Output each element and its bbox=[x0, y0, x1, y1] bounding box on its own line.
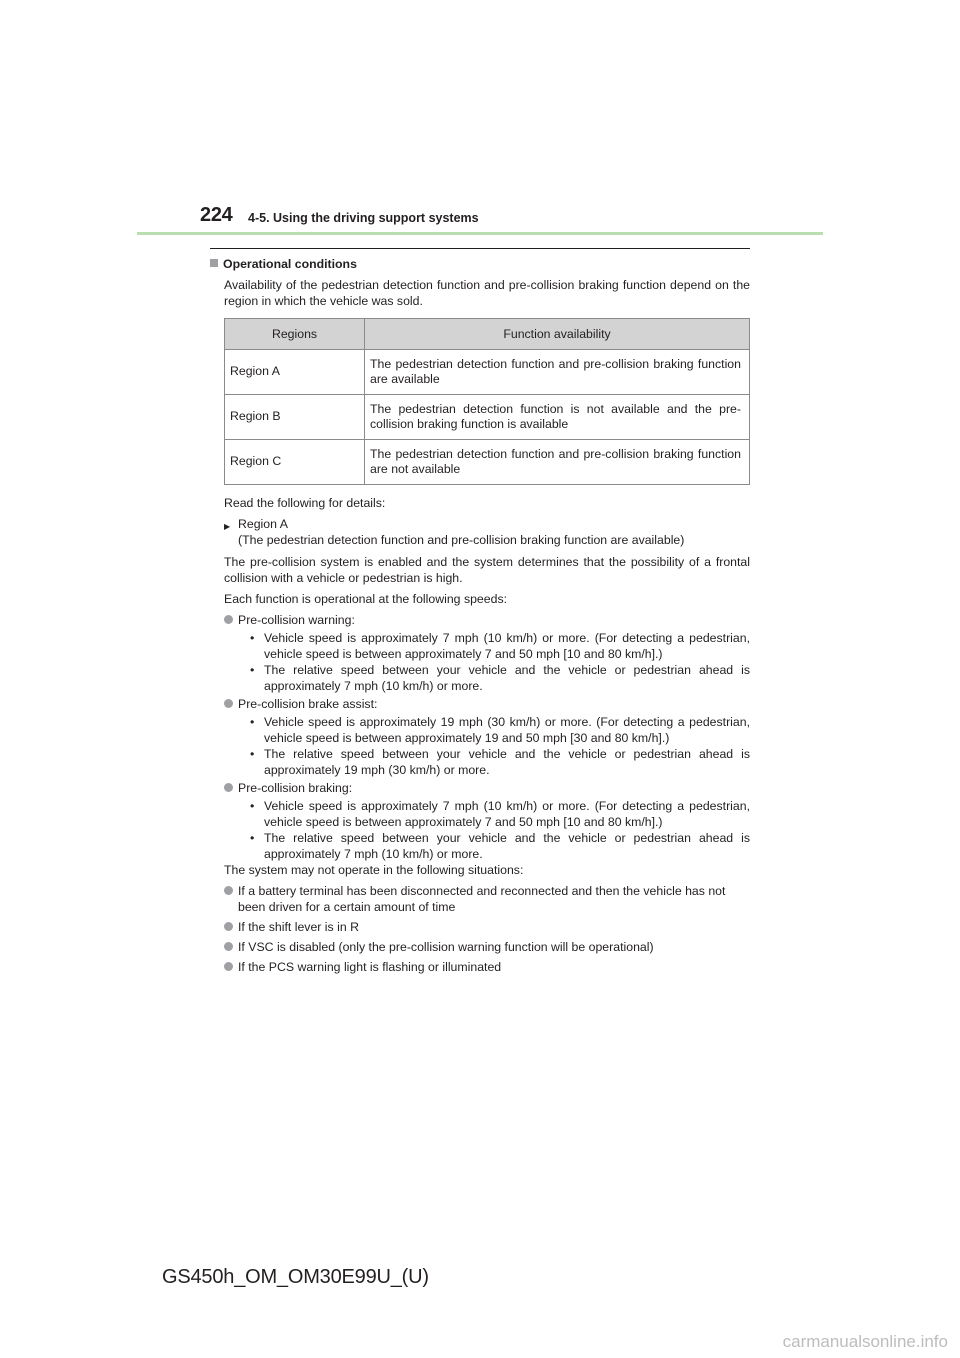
speed-condition: The relative speed between your vehicle and the vehicle or pedestrian ahead is approximately 7 mph (10 km/h) or more. bbox=[264, 831, 750, 861]
arrow-right-icon: ▶ bbox=[224, 522, 231, 531]
dot-bullet-icon: • bbox=[250, 715, 255, 729]
dot-bullet-icon: • bbox=[250, 799, 255, 813]
speed-condition: The relative speed between your vehicle and the vehicle or pedestrian ahead is approximately 7 mph (10 km/h) or more. bbox=[264, 663, 750, 693]
function-name: Pre-collision warning: bbox=[238, 613, 355, 627]
table-row bbox=[225, 350, 750, 395]
system-description: The pre-collision system is enabled and the system determines that the possibility of a frontal collision with a vehicle or pedestrian is high. bbox=[224, 555, 750, 585]
region-a-label: Region A bbox=[238, 517, 288, 531]
table-row bbox=[225, 395, 750, 440]
dot-bullet-icon: • bbox=[250, 747, 255, 761]
square-bullet-icon bbox=[210, 259, 218, 267]
header-function-availability: Function availability bbox=[365, 319, 750, 350]
read-following-text: Read the following for details: bbox=[224, 496, 386, 510]
speed-condition: Vehicle speed is approximately 19 mph (30 km/h) or more. (For detecting a pedestrian, vehicle speed is between approximately 19 and 50 mph [30 and 80 km/h].) bbox=[264, 715, 750, 745]
function-name: Pre-collision brake assist: bbox=[238, 697, 378, 711]
speed-condition: Vehicle speed is approximately 7 mph (10 km/h) or more. (For detecting a pedestrian, vehicle speed is between approximately 7 and 50 mph [10 and 80 km/h].) bbox=[264, 631, 750, 661]
table-header-row bbox=[225, 319, 750, 350]
page-header bbox=[200, 204, 760, 234]
circle-bullet-icon bbox=[224, 783, 233, 792]
function-item bbox=[224, 780, 750, 862]
speeds-intro: Each function is operational at the following speeds: bbox=[224, 592, 508, 606]
circle-bullet-icon bbox=[224, 922, 233, 931]
function-item bbox=[224, 696, 750, 778]
availability-cell: The pedestrian detection function is not available and the pre-collision braking function is available bbox=[365, 395, 750, 440]
dot-bullet-icon: • bbox=[250, 663, 255, 677]
section-title: 4-5. Using the driving support systems bbox=[248, 211, 479, 225]
dot-bullet-icon: • bbox=[250, 631, 255, 645]
list-item: If the PCS warning light is flashing or illuminated bbox=[224, 959, 750, 975]
circle-bullet-icon bbox=[224, 699, 233, 708]
page-content bbox=[210, 256, 750, 979]
function-list bbox=[210, 612, 750, 862]
circle-bullet-icon bbox=[224, 615, 233, 624]
region-cell: Region A bbox=[225, 350, 365, 395]
region-cell: Region B bbox=[225, 395, 365, 440]
function-item bbox=[224, 612, 750, 694]
circle-bullet-icon bbox=[224, 942, 233, 951]
speed-condition: The relative speed between your vehicle and the vehicle or pedestrian ahead is approximately 19 mph (30 km/h) or more. bbox=[264, 747, 750, 777]
list-item: If the shift lever is in R bbox=[224, 919, 750, 935]
regions-table bbox=[224, 318, 750, 485]
region-a-note: (The pedestrian detection function and pre-collision braking function are available) bbox=[238, 533, 685, 547]
watermark: carmanualsonline.info bbox=[782, 1332, 948, 1351]
manual-code: GS450h_OM_OM30E99U_(U) bbox=[162, 1266, 429, 1288]
availability-cell: The pedestrian detection function and pre-collision braking function are available bbox=[365, 350, 750, 395]
table-row bbox=[225, 440, 750, 485]
intro-paragraph: Availability of the pedestrian detection function and pre-collision braking function depend on the region in which the vehicle was sold. bbox=[224, 278, 750, 308]
function-name: Pre-collision braking: bbox=[238, 781, 353, 795]
header-rule bbox=[137, 232, 823, 235]
header-regions: Regions bbox=[225, 319, 365, 350]
circle-bullet-icon bbox=[224, 962, 233, 971]
page-number: 224 bbox=[200, 204, 233, 226]
region-cell: Region C bbox=[225, 440, 365, 485]
dot-bullet-icon: • bbox=[250, 831, 255, 845]
circle-bullet-icon bbox=[224, 886, 233, 895]
region-a-item bbox=[210, 516, 750, 548]
situations-intro: The system may not operate in the following situations: bbox=[224, 863, 524, 877]
operational-conditions-heading: Operational conditions bbox=[210, 256, 750, 272]
situation-list bbox=[210, 883, 750, 975]
topic-divider bbox=[210, 248, 750, 249]
speed-condition: Vehicle speed is approximately 7 mph (10 km/h) or more. (For detecting a pedestrian, vehicle speed is between approximately 7 and 50 mph [10 and 80 km/h].) bbox=[264, 799, 750, 829]
list-item: If a battery terminal has been disconnected and reconnected and then the vehicle has not been driven for a certain amount of time bbox=[224, 883, 750, 915]
list-item: If VSC is disabled (only the pre-collision warning function will be operational) bbox=[224, 939, 750, 955]
availability-cell: The pedestrian detection function and pre-collision braking function are not available bbox=[365, 440, 750, 485]
